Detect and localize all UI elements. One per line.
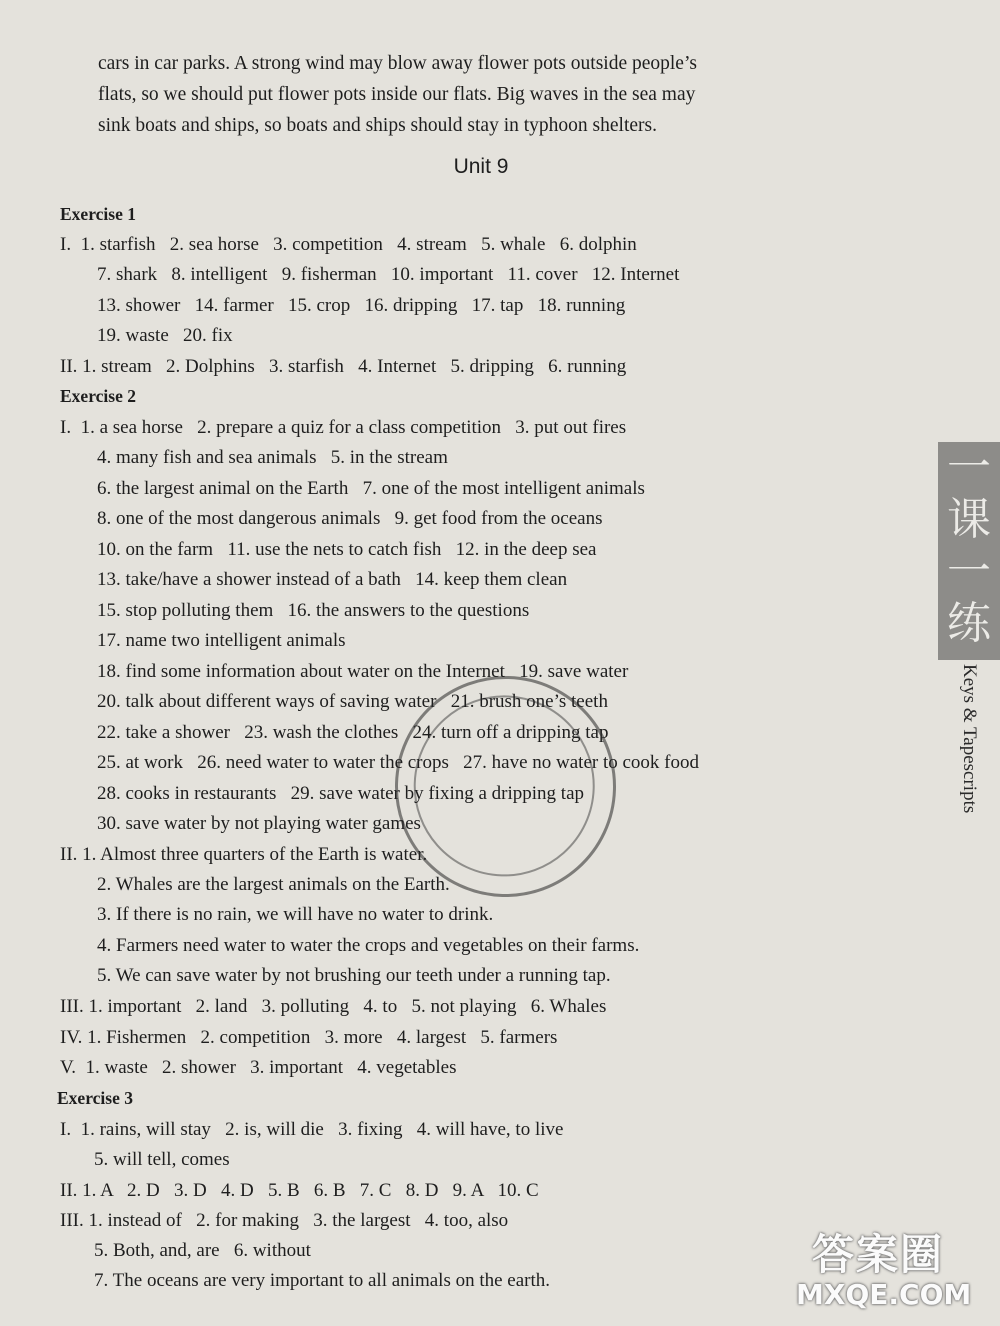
answer-line: 18. find some information about water on the Internet 19. save water	[97, 661, 629, 682]
exercise-heading: Exercise 1	[60, 204, 136, 224]
answer-line: 25. at work 26. need water to water the crops 27. have no water to cook food	[97, 752, 700, 773]
answer-line: 7. shark 8. intelligent 9. fisherman 10. important 11. cover 12. Internet	[97, 264, 680, 285]
answer-line: III. 1. instead of 2. for making 3. the largest 4. too, also	[60, 1210, 509, 1231]
side-tab	[938, 442, 1000, 660]
answer-line: I. 1. starfish 2. sea horse 3. competition 4. stream 5. whale 6. dolphin	[60, 234, 637, 255]
answer-line: 13. take/have a shower instead of a bath 14. keep them clean	[97, 569, 568, 590]
answer-line: 20. talk about different ways of saving water 21. brush one’s teeth	[97, 691, 608, 712]
answer-line: 19. waste 20. fix	[97, 325, 233, 346]
intro-line-2: flats, so we should put flower pots inside our flats. Big waves in the sea may	[98, 84, 696, 105]
intro-paragraph	[98, 48, 896, 141]
answer-line: II. 1. A 2. D 3. D 4. D 5. B 6. B 7. C 8. D 9. A 10. C	[60, 1180, 539, 1201]
answer-line: II. 1. stream 2. Dolphins 3. starfish 4. Internet 5. dripping 6. running	[60, 356, 627, 377]
answer-line: 4. Farmers need water to water the crops and vegetables on their farms.	[97, 935, 640, 956]
answer-line: 15. stop polluting them 16. the answers to the questions	[97, 600, 530, 621]
answer-line: 3. If there is no rain, we will have no water to drink.	[97, 904, 494, 925]
answer-line: 7. The oceans are very important to all animals on the earth.	[94, 1270, 551, 1291]
answer-line: 13. shower 14. farmer 15. crop 16. dripping 17. tap 18. running	[97, 295, 626, 316]
answer-line: 30. save water by not playing water games	[97, 813, 421, 834]
answer-line: 28. cooks in restaurants 29. save water by fixing a dripping tap	[97, 783, 585, 804]
unit-title: Unit 9	[453, 155, 509, 178]
answer-line: 22. take a shower 23. wash the clothes 24. turn off a dripping tap	[97, 722, 609, 743]
tab-char-3: 一	[947, 546, 991, 597]
exercise-heading: Exercise 3	[57, 1088, 133, 1108]
answer-line: 10. on the farm 11. use the nets to catch fish 12. in the deep sea	[97, 539, 597, 560]
watermark-logo	[790, 1218, 996, 1322]
answer-line: 17. name two intelligent animals	[97, 630, 346, 651]
tab-char-2: 课	[947, 494, 991, 545]
answer-line: 8. one of the most dangerous animals 9. get food from the oceans	[97, 508, 603, 529]
answer-line: I. 1. a sea horse 2. prepare a quiz for a class competition 3. put out fires	[60, 417, 627, 438]
answer-line: V. 1. waste 2. shower 3. important 4. vegetables	[60, 1057, 457, 1078]
answer-line: I. 1. rains, will stay 2. is, will die 3. fixing 4. will have, to live	[60, 1119, 564, 1140]
answer-line: 4. many fish and sea animals 5. in the stream	[97, 447, 448, 468]
watermark-cn: 答案圈	[812, 1230, 945, 1279]
answer-line: 5. Both, and, are 6. without	[94, 1240, 311, 1261]
intro-line-3: sink boats and ships, so boats and ships should stay in typhoon shelters.	[98, 115, 657, 136]
answer-line: 5. will tell, comes	[94, 1149, 230, 1170]
answer-line: 5. We can save water by not brushing our teeth under a running tap.	[97, 965, 611, 986]
answer-line: II. 1. Almost three quarters of the Earth is water.	[60, 844, 428, 865]
intro-line-1: cars in car parks. A strong wind may blow away flower pots outside people’s	[98, 53, 697, 74]
tab-char-1: 一	[947, 442, 991, 493]
tab-char-4: 练	[947, 598, 991, 649]
answer-line: IV. 1. Fishermen 2. competition 3. more 4. largest 5. farmers	[60, 1027, 558, 1048]
exercise-heading: Exercise 2	[60, 386, 136, 406]
side-section-label: Keys & Tapescripts	[959, 664, 980, 814]
answer-line: III. 1. important 2. land 3. polluting 4. to 5. not playing 6. Whales	[60, 996, 607, 1017]
watermark-url: MXQE.COM	[796, 1278, 972, 1311]
answer-line: 6. the largest animal on the Earth 7. one of the most intelligent animals	[97, 478, 645, 499]
answer-line: 2. Whales are the largest animals on the Earth.	[97, 874, 450, 895]
